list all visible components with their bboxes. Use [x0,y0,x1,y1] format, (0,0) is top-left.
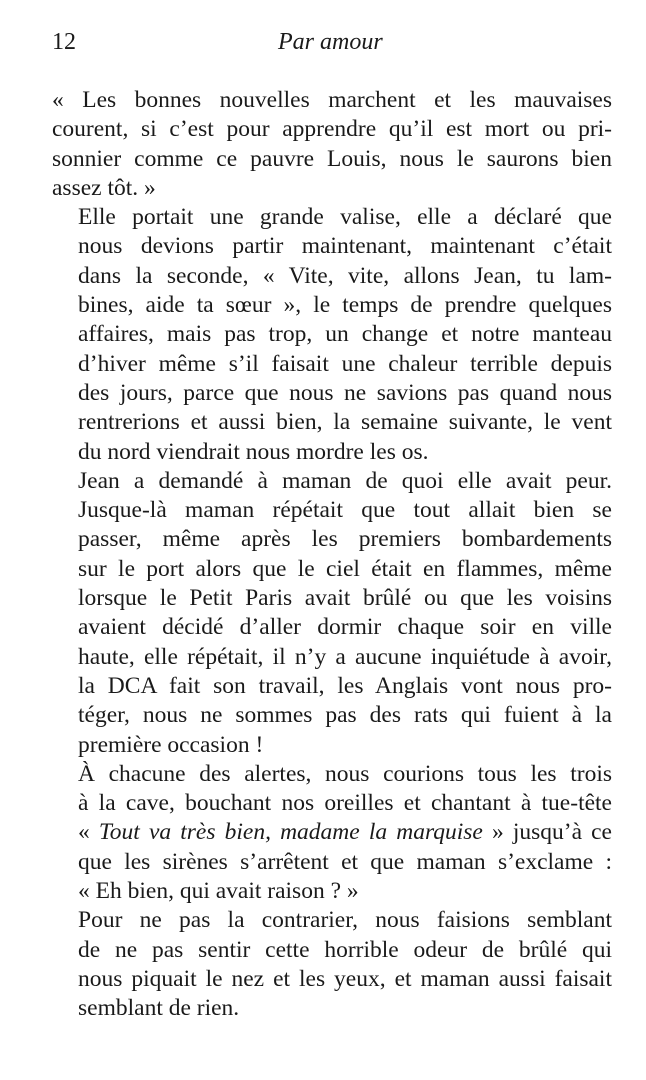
running-head [52,27,612,57]
song-line-rest: » jusqu’à ce [482,819,612,846]
text-line: rentrerions et aussi bien, la semaine suivante, le vent [78,409,612,436]
paragraph-5 [52,906,612,1023]
body-text [52,86,612,1024]
text-line: à la cave, bouchant nos oreilles et chantant à tue-tête [78,790,612,817]
text-line: du nord viendrait nous mordre les os. [78,438,429,465]
text-line: de ne pas sentir cette horrible odeur de brûlé qui [78,936,612,963]
text-line: des jours, parce que nous ne savions pas quand nous [78,379,612,406]
paragraph-1 [52,86,612,203]
text-line: nous piquait le nez et les yeux, et maman aussi faisait [78,965,612,992]
paragraph-4 [52,760,612,906]
text-line: que les sirènes s’arrêtent et que maman s’exclame : [78,848,612,875]
text-line: nous devions partir maintenant, maintenant c’était [78,233,612,260]
text-line: passer, même après les premiers bombardements [78,526,612,553]
text-line: semblant de rien. [78,995,240,1022]
text-line: dans la seconde, « Vite, vite, allons Jean, tu lam- [78,262,612,289]
text-line: courent, si c’est pour apprendre qu’il est mort ou pri- [52,116,612,143]
text-line: Pour ne pas la contrarier, nous faisions semblant [78,907,612,934]
page-number: 12 [52,29,76,55]
text-line: téger, nous ne sommes pas des rats qui fuient à la [78,702,612,729]
text-line: lorsque le Petit Paris avait brûlé ou que les voisins [78,585,612,612]
song-open-quote: « [78,819,99,846]
text-line: première occasion ! [78,731,264,758]
paragraph-2 [52,203,612,467]
paragraph-3 [52,467,612,760]
text-line: d’hiver même s’il faisait une chaleur terrible depuis [78,350,612,377]
text-line: haute, elle répétait, il n’y a aucune inquiétude à avoir, [78,643,612,670]
text-line: bines, aide ta sœur », le temps de prendre quelques [78,292,612,319]
text-line: Elle portait une grande valise, elle a déclaré que [78,204,612,231]
running-title: Par amour [278,29,383,55]
text-line: assez tôt. » [52,174,156,201]
text-line: sur le port alors que le ciel était en flammes, même [78,555,612,582]
text-line: À chacune des alertes, nous courions tous les trois [78,760,612,787]
song-title: Tout va très bien, madame la marquise [98,819,483,846]
text-line: sonnier comme ce pauvre Louis, nous le saurons bien [52,145,612,172]
text-line: Jusque-là maman répétait que tout allait bien se [78,497,612,524]
text-line: la DCA fait son travail, les Anglais vont nous pro- [78,672,612,699]
text-line: affaires, mais pas trop, un change et notre manteau [78,321,612,348]
text-line: avaient décidé d’aller dormir chaque soir en ville [78,614,612,641]
text-line: « Les bonnes nouvelles marchent et les mauvaises [52,87,612,113]
text-line: Jean a demandé à maman de quoi elle avait peur. [78,467,612,494]
song-title-line [52,818,612,847]
text-line: « Eh bien, qui avait raison ? » [78,878,359,905]
